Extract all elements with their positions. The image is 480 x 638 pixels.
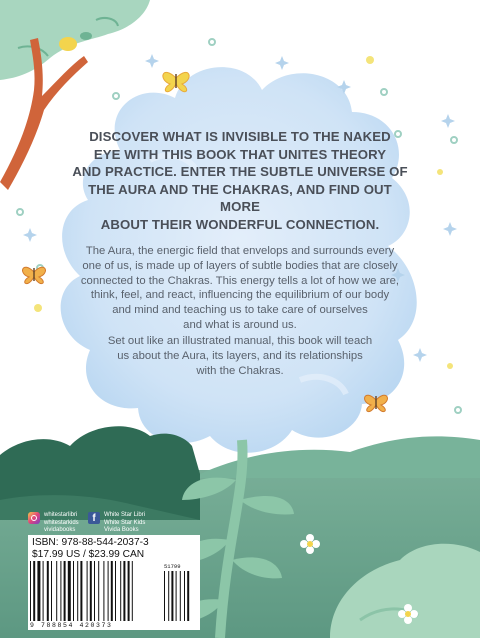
leaf-icon xyxy=(80,32,92,40)
barcode-addon-bar xyxy=(187,571,189,621)
barcode-bar xyxy=(123,561,125,621)
barcode-addon-bar xyxy=(171,571,173,621)
barcode-bar xyxy=(47,561,49,621)
barcode-bar xyxy=(33,561,35,621)
instagram-handle: whitestarlibri xyxy=(44,512,78,518)
barcode-bar xyxy=(111,561,113,621)
barcode-addon-bar xyxy=(164,571,165,621)
isbn-number: ISBN: 978-88-544-2037-3 xyxy=(32,537,149,548)
facebook-page: Vivida Books xyxy=(104,527,139,533)
barcode-addon-bar xyxy=(180,571,181,621)
barcode-bar xyxy=(43,561,44,621)
headline-line: THE AURA AND THE CHAKRAS, AND FIND OUT MORE xyxy=(88,181,392,214)
instagram-handle: vividabooks xyxy=(44,527,76,533)
barcode-bar xyxy=(30,561,31,621)
paragraph-line: one of us, is made up of layers of subtle bodies that are closely xyxy=(82,259,398,272)
instagram-icon xyxy=(28,512,40,524)
paragraph-line: think, feel, and react, influencing the equilibrium of our body xyxy=(90,289,390,302)
barcode xyxy=(28,561,200,623)
barcode-bar xyxy=(80,561,82,621)
paragraph-line: connected to the Chakras. This energy tells a lot of how we are, xyxy=(80,274,400,287)
paragraph-line: us about the Aura, its layers, and its relationships xyxy=(117,349,363,362)
isbn-price-text xyxy=(32,537,149,561)
headline xyxy=(70,128,410,233)
barcode-bar xyxy=(115,561,116,621)
headline-line: AND PRACTICE. ENTER THE SUBTLE UNIVERSE OF xyxy=(72,164,408,179)
barcode-bar xyxy=(73,561,74,621)
lemon-icon xyxy=(59,37,77,51)
barcode-bar xyxy=(90,561,92,621)
headline-line: EYE WITH THIS BOOK THAT UNITES THEORY xyxy=(93,146,387,162)
barcode-bar xyxy=(37,561,40,621)
barcode-bar xyxy=(94,561,95,621)
barcode-addon-bar xyxy=(184,571,185,621)
facebook-page: White Star Libri xyxy=(104,512,146,518)
barcode-addon-bar xyxy=(168,571,169,621)
facebook-page: White Star Kids xyxy=(104,519,146,526)
instagram-handle: whitestarkids xyxy=(44,519,79,526)
paragraph-line: Set out like an illustrated manual, this book will teach xyxy=(107,335,373,347)
paragraph-line: with the Chakras. xyxy=(196,364,284,377)
facebook-icon: f xyxy=(88,512,100,524)
headline-line: DISCOVER WHAT IS INVISIBLE TO THE NAKED xyxy=(89,129,391,144)
barcode-bar xyxy=(60,561,61,621)
barcode-digits: 9 788854 420373 xyxy=(30,622,113,629)
barcode-bar xyxy=(132,561,133,621)
facebook-pages xyxy=(104,512,145,535)
price: $17.99 US / $23.99 CAN xyxy=(32,549,145,560)
description-paragraph-2 xyxy=(90,334,390,378)
barcode-bar xyxy=(120,561,121,621)
barcode-bar xyxy=(51,561,52,621)
barcode-bar xyxy=(103,561,104,621)
barcode-bar xyxy=(128,561,130,621)
isbn-barcode-box xyxy=(28,535,200,630)
barcode-bar xyxy=(64,561,66,621)
paragraph-line: The Aura, the energic field that envelops and surrounds every xyxy=(85,245,395,257)
barcode-addon-bar xyxy=(176,571,177,621)
barcode-bar xyxy=(87,561,88,621)
barcode-bar xyxy=(77,561,78,621)
description-paragraph-1 xyxy=(28,244,452,333)
barcode-addon-digits: 51799 xyxy=(164,563,181,570)
barcode-bar xyxy=(56,561,57,621)
paragraph-line: and what is around us. xyxy=(183,318,297,331)
paragraph-line: and mind and teaching us to take care of ourselves xyxy=(112,304,368,317)
instagram-handles xyxy=(44,512,79,535)
barcode-bar xyxy=(98,561,99,621)
barcode-bar xyxy=(68,561,71,621)
headline-line: ABOUT THEIR WONDERFUL CONNECTION. xyxy=(100,216,380,232)
barcode-bar xyxy=(108,561,109,621)
